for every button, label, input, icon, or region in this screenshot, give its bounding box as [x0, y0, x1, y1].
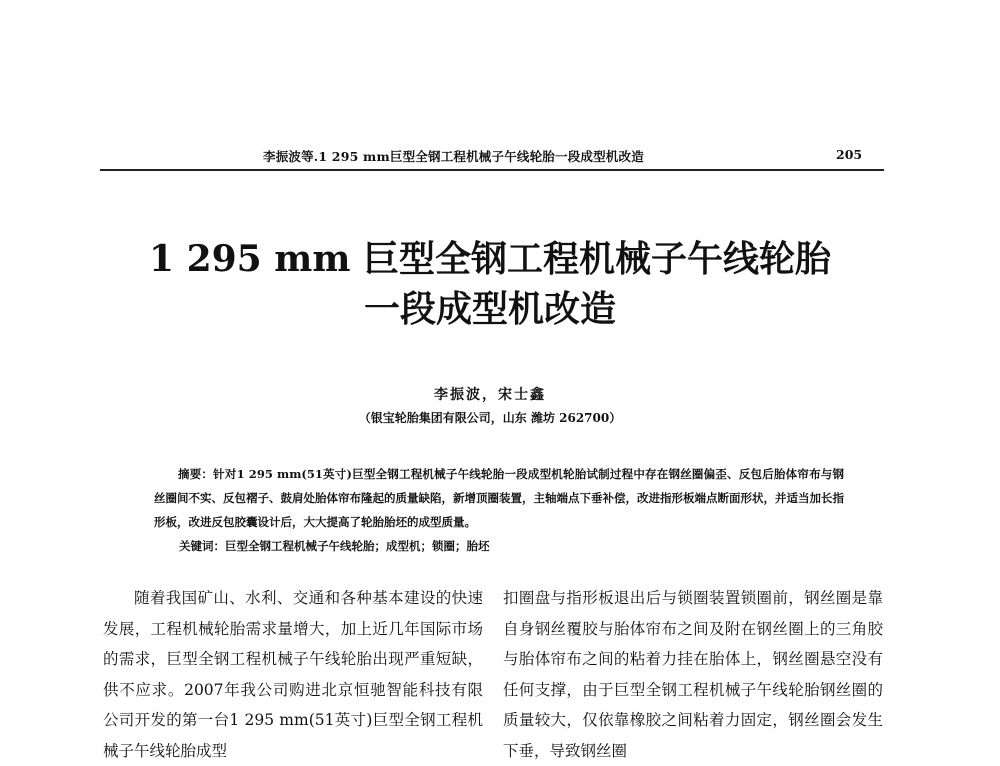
- article-title: [0, 234, 980, 335]
- header-rule: [100, 169, 884, 171]
- abstract-label: 摘要：: [178, 467, 214, 481]
- running-header: [0, 147, 1000, 167]
- abstract-text: 针对1 295 mm(51英寸)巨型全钢工程机械子午线轮胎一段成型机轮胎试制过程中存在钢丝圈偏歪、反包后胎体帘布与钢丝圈间不实、反包褶子、鼓肩处胎体帘布隆起的质量缺陷，新增顶圈装置，主轴端点下垂补偿，改进指形板端点断面形状，并适当加长指形板，改进反包胶囊设计后，大大提高了轮胎胎坯的成型质量。: [154, 467, 845, 529]
- keywords-label: 关键词：: [179, 539, 225, 553]
- keywords-text: 巨型全钢工程机械子午线轮胎；成型机；锁圈；胎坯: [225, 539, 490, 553]
- abstract: [154, 462, 844, 534]
- title-text-1: 巨型全钢工程机械子午线轮胎: [350, 239, 831, 280]
- body-left-column: 随着我国矿山、水利、交通和各种基本建设的快速发展，工程机械轮胎需求量增大，加上近几年国际市场的需求，巨型全钢工程机械子午线轮胎出现严重短缺，供不应求。2007年我公司购进北京恒驰智能科技有限公司开发的第一台1 295 mm(51英寸)巨型全钢工程机械子午线轮胎成型: [103, 589, 483, 760]
- authors: 李振波，宋士鑫: [434, 387, 546, 403]
- title-line-2: 一段成型机改造: [363, 289, 616, 330]
- title-size: 1 295 mm: [149, 238, 351, 280]
- keywords: [179, 534, 839, 558]
- page-number: 205: [836, 147, 863, 162]
- title-line-1: [0, 234, 980, 285]
- running-title: 李振波等.1 295 mm巨型全钢工程机械子午线轮胎一段成型机改造: [263, 149, 644, 164]
- affiliation: （银宝轮胎集团有限公司，山东 潍坊 262700）: [358, 411, 622, 425]
- body-right-column: 扣圈盘与指形板退出后与锁圈装置锁圈前，钢丝圈是靠自身钢丝覆胶与胎体帘布之间及附在钢丝圈上的三角胶与胎体帘布之间的粘着力挂在胎体上，钢丝圈悬空没有任何支撑，由于巨型全钢工程机械子午线轮胎钢丝圈的质量较大，仅依靠橡胶之间粘着力固定，钢丝圈会发生下垂，导致钢丝圈: [503, 589, 883, 760]
